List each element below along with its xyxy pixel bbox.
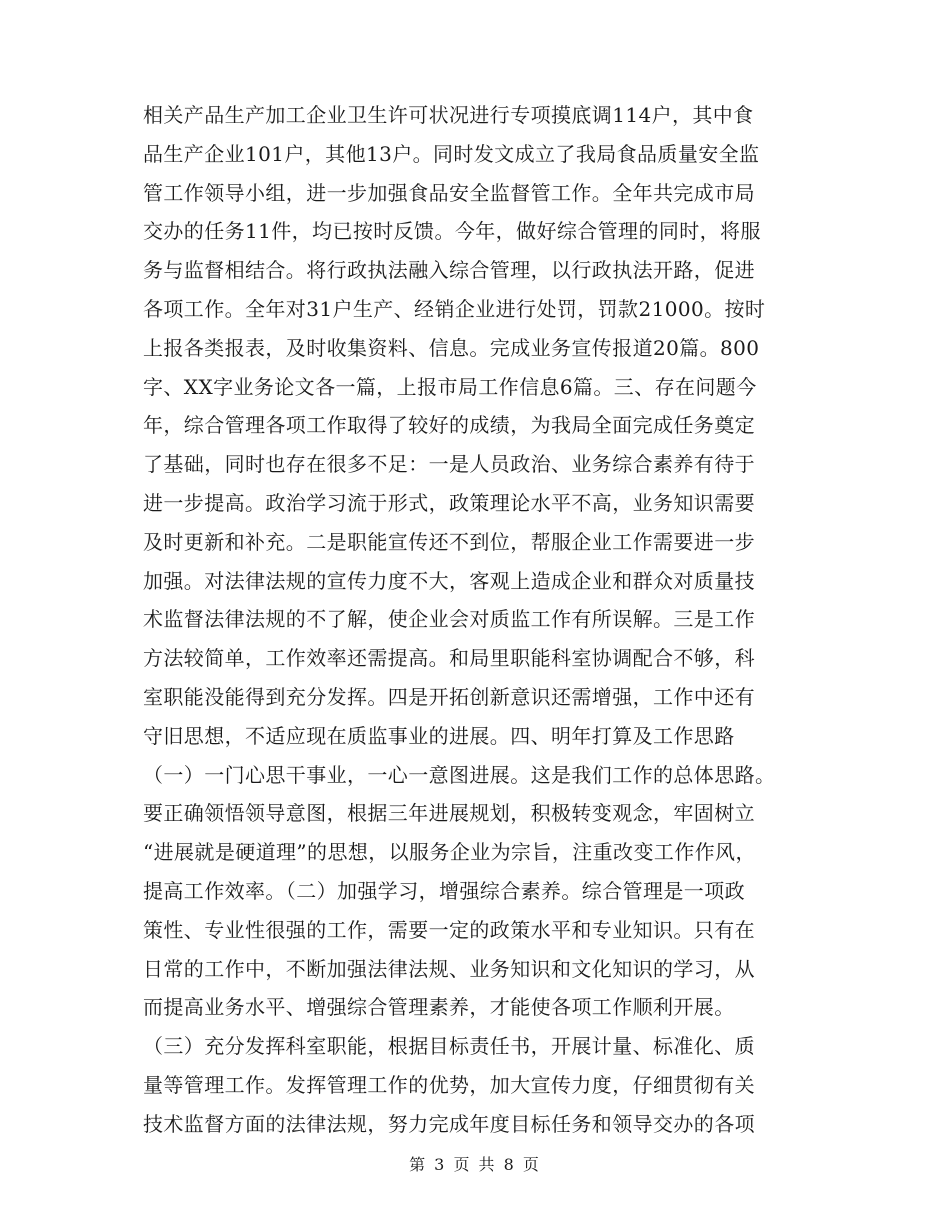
text-line: 守旧思想，不适应现在质监事业的进展。四、明年打算及工作思路 — [143, 723, 735, 748]
text-line: 而提高业务水平、增强综合管理素养，才能使各项工作顺利开展。 — [143, 995, 735, 1020]
text-line: （三）充分发挥科室职能，根据目标责任书，开展计量、标准化、质 — [143, 1034, 755, 1059]
text-line: 了基础，同时也存在很多不足：一是人员政治、业务综合素养有待于 — [143, 452, 755, 477]
text-line: 技术监督方面的法律法规，努力完成年度目标任务和领导交办的各项 — [143, 1111, 755, 1136]
text-line: 上报各类报表，及时收集资料、信息。完成业务宣传报道20篇。800 — [143, 335, 760, 360]
text-line: 方法较简单，工作效率还需提高。和局里职能科室协调配合不够，科 — [143, 646, 755, 671]
text-line: 量等管理工作。发挥管理工作的优势，加大宣传力度，仔细贯彻有关 — [143, 1072, 755, 1097]
text-line: 管工作领导小组，进一步加强食品安全监督管工作。全年共完成市局 — [143, 180, 755, 205]
text-line: 要正确领悟领导意图，根据三年进展规划，积极转变观念，牢固树立 — [143, 801, 755, 826]
text-line: 进一步提高。政治学习流于形式，政策理论水平不高，业务知识需要 — [143, 490, 755, 515]
text-line: 术监督法律法规的不了解，使企业会对质监工作有所误解。三是工作 — [143, 607, 755, 632]
text-line: 字、XX字业务论文各一篇，上报市局工作信息6篇。三、存在问题今 — [143, 374, 757, 399]
text-line: 年，综合管理各项工作取得了较好的成绩，为我局全面完成任务奠定 — [143, 413, 755, 438]
text-line: 相关产品生产加工企业卫生许可状况进行专项摸底调114户，其中食 — [143, 103, 754, 127]
body-text — [143, 96, 813, 1144]
text-line: “进展就是硬道理”的思想，以服务企业为宗旨，注重改变工作作风， — [143, 840, 756, 865]
text-line: 交办的任务11件，均已按时反馈。今年，做好综合管理的同时，将服 — [143, 219, 761, 244]
text-line: 日常的工作中，不断加强法律法规、业务知识和文化知识的学习，从 — [143, 956, 755, 981]
text-line: 及时更新和补充。二是职能宣传还不到位，帮服企业工作需要进一步 — [143, 529, 755, 554]
text-line: 品生产企业101户，其他13户。同时发文成立了我局食品质量安全监 — [143, 141, 760, 166]
page-footer: 第 3 页 共 8 页 — [409, 1155, 541, 1174]
text-line: （一）一门心思干事业，一心一意图进展。这是我们工作的总体思路。 — [143, 762, 776, 787]
text-line: 策性、专业性很强的工作，需要一定的政策水平和专业知识。只有在 — [143, 917, 755, 942]
text-line: 务与监督相结合。将行政执法融入综合管理，以行政执法开路，促进 — [143, 258, 755, 283]
text-line: 各项工作。全年对31户生产、经销企业进行处罚，罚款21000。按时 — [143, 296, 766, 321]
text-line: 室职能没能得到充分发挥。四是开拓创新意识还需增强，工作中还有 — [143, 684, 755, 709]
text-line: 加强。对法律法规的宣传力度不大，客观上造成企业和群众对质量技 — [143, 568, 755, 593]
text-line: 提高工作效率。（二）加强学习，增强综合素养。综合管理是一项政 — [143, 878, 745, 903]
